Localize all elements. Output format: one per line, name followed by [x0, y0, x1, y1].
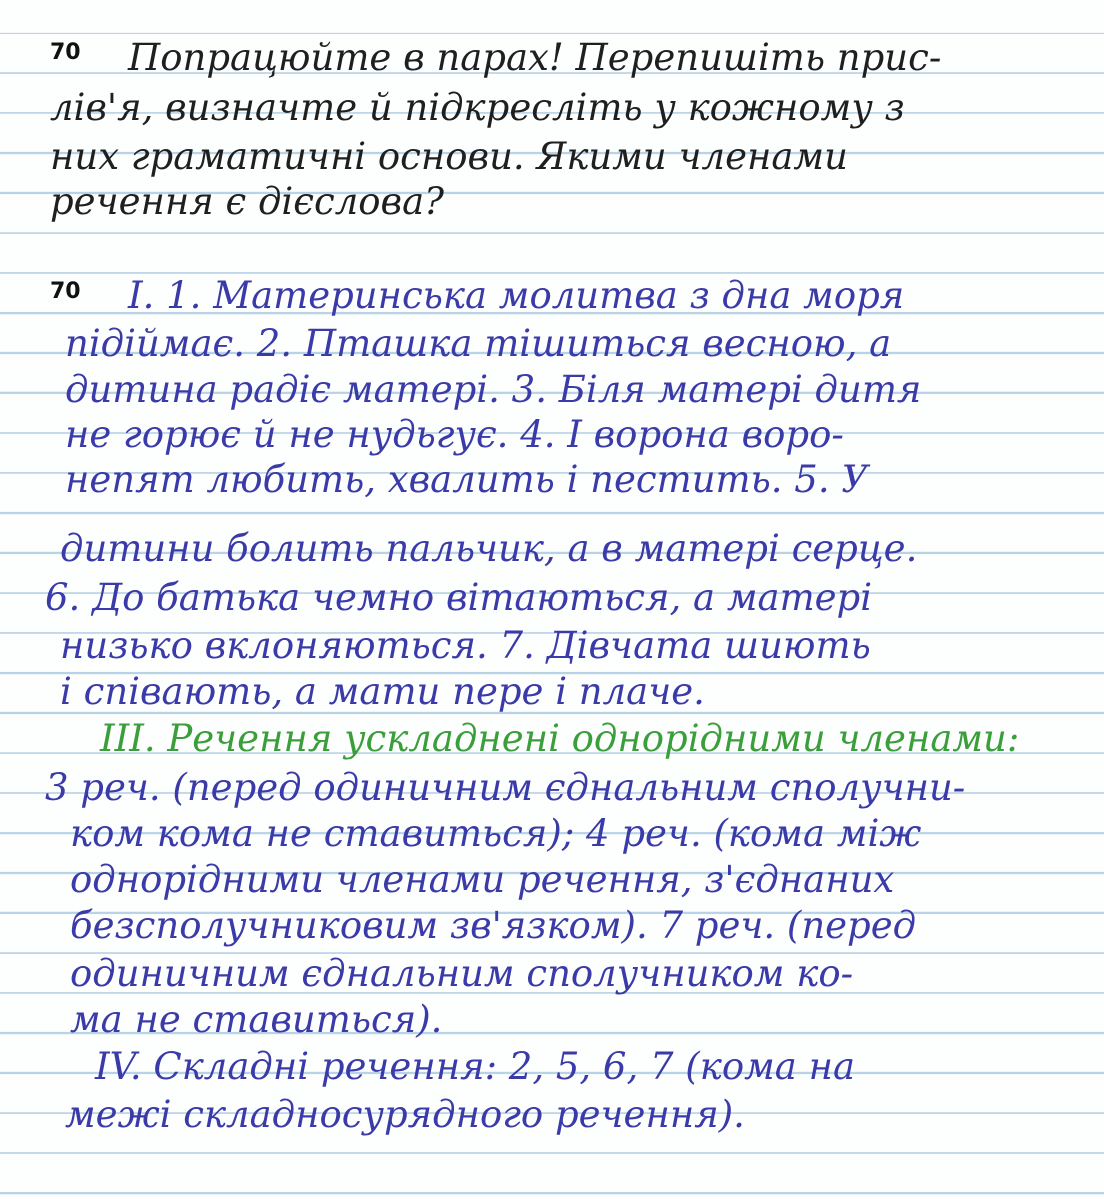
answer-line: підіймає. 2. Пташка тішиться весною, а: [65, 322, 892, 365]
answer-line: і співають, а мати пере і плаче.: [60, 670, 705, 713]
answer-line: не горює й не нудьгує. 4. І ворона воро-: [65, 413, 844, 456]
answer-exercise-number: 70: [50, 279, 81, 304]
answer-line: дитина радіє матері. 3. Біля матері дитя: [65, 368, 922, 411]
answer-line: одиничним єднальним сполучником ко-: [70, 952, 854, 995]
answer-line: 6. До батька чемно вітаються, а матері: [45, 576, 873, 619]
task-line: Попрацюйте в парах! Перепишіть прис-: [128, 36, 942, 79]
answer-line: безсполучниковим зв'язком). 7 реч. (перед: [70, 904, 917, 947]
task-line: них граматичні основи. Якими членами: [50, 135, 848, 178]
answer-line: нenят любить, хвалить і пестить. 5. У: [65, 458, 869, 501]
task-line: речення є дієслова?: [50, 180, 444, 223]
task-exercise-number: 70: [50, 40, 81, 65]
task-line: лів'я, визначте й підкресліть у кожному з: [50, 86, 905, 129]
answer-line: 3 реч. (перед одиничним єднальним сполучни-: [45, 766, 966, 809]
answer-line-highlight: ІІІ. Речення ускладнені однорідними членами:: [100, 717, 1020, 760]
answer-line: IV. Складні речення: 2, 5, 6, 7 (кома на: [95, 1045, 856, 1088]
answer-line: низько вклоняються. 7. Дівчата шиють: [60, 624, 871, 667]
answer-line: межі складносурядного речення).: [65, 1093, 745, 1136]
answer-line: І. 1. Материнська молитва з дна моря: [128, 274, 905, 317]
answer-line: однорідними членами речення, з'єднаних: [70, 858, 895, 901]
answer-line: дитини болить пальчик, а в матері серце.: [60, 527, 918, 570]
answer-line: ма не ставиться).: [70, 998, 443, 1041]
answer-line: ком кома не ставиться); 4 реч. (кома між: [70, 812, 922, 855]
